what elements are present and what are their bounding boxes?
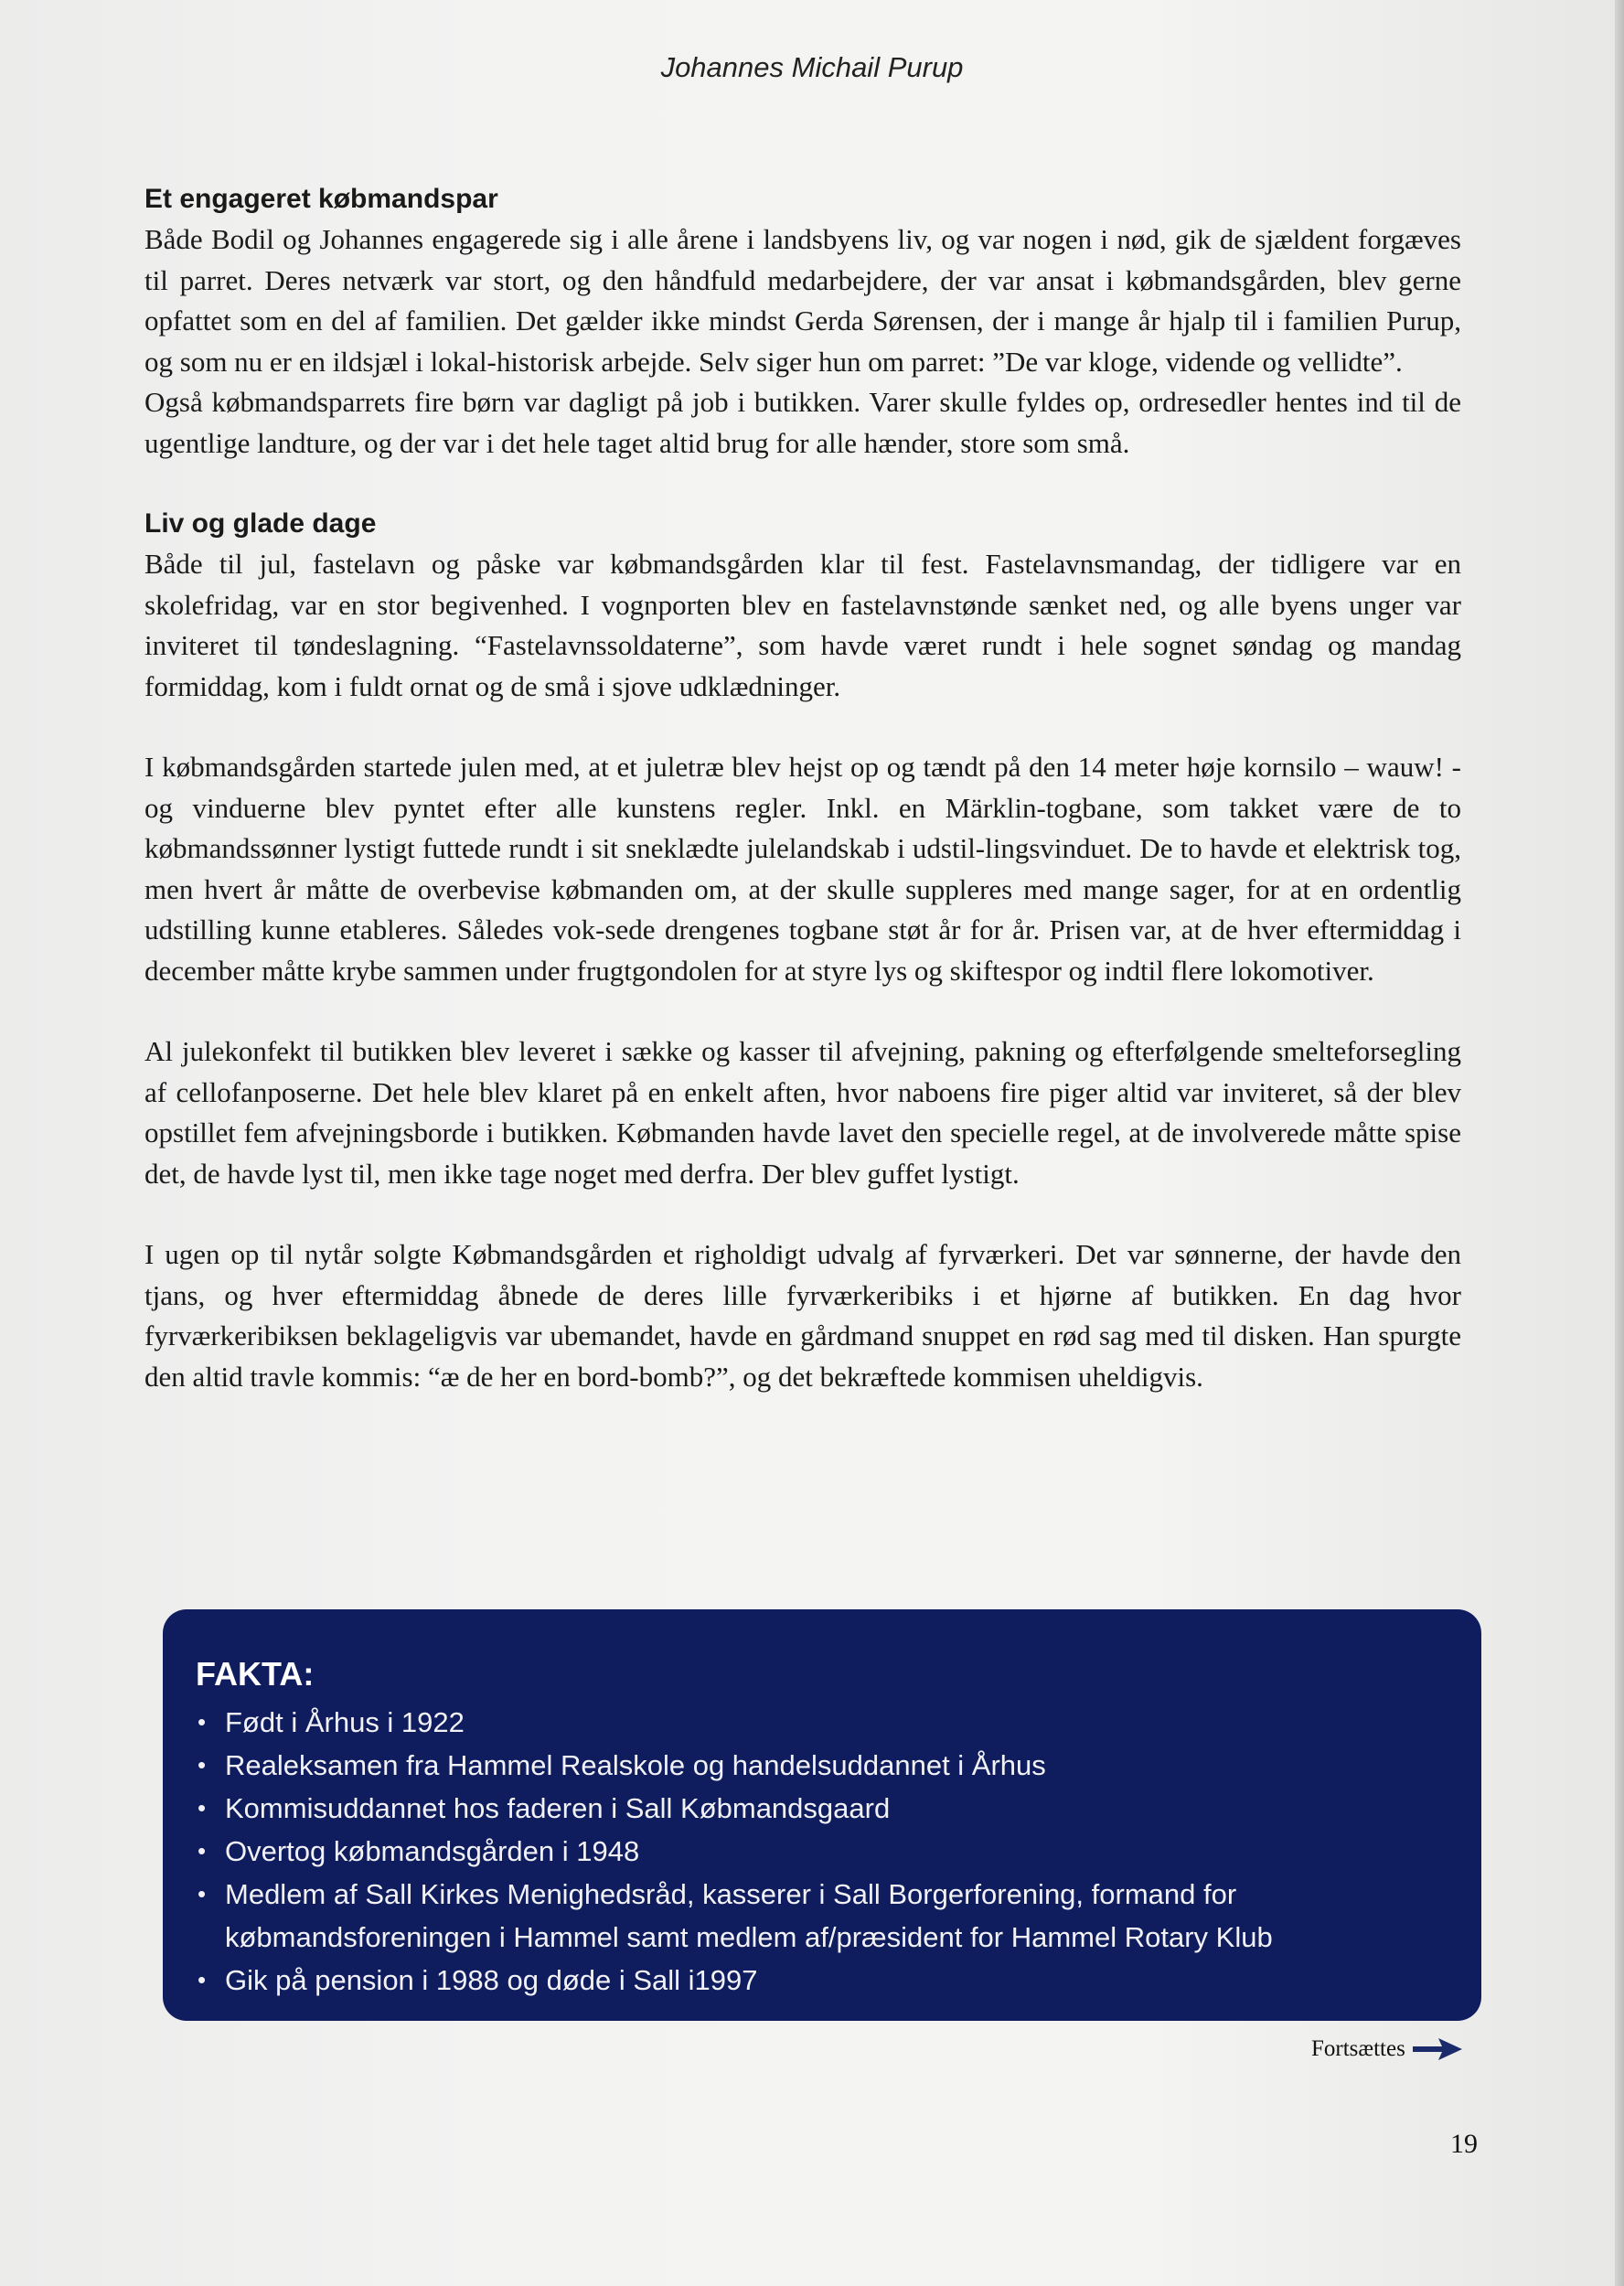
bullet-icon: • — [198, 1966, 207, 1993]
spacer — [144, 707, 1461, 747]
continue-indicator — [1311, 2035, 1464, 2063]
fakta-box — [163, 1609, 1481, 2021]
fakta-item-text: Overtog købmandsgården i 1948 — [225, 1835, 640, 1867]
bullet-icon: • — [198, 1751, 207, 1779]
article-body — [144, 179, 1461, 1397]
section-title: Liv og glade dage — [144, 508, 377, 539]
bullet-icon: • — [198, 1708, 207, 1736]
page-edge — [1615, 0, 1624, 2286]
fakta-item-text: Gik på pension i 1988 og døde i Sall i1997 — [225, 1964, 758, 1996]
paragraph: I ugen op til nytår solgte Købmandsgården et righoldigt udvalg af fyrværkeri. Det var sønnerne, der havde den tjans, og hver eftermiddag åbnede de deres lille fyrværkeribiks i et hjørne af butikken. En dag hvor fyrværkeribiksen beklageligvis var ubemandet, havde en gårdmand snuppet en rød sag med til disken. Han spurgte den altid travle kommis: “æ de her en bord-bomb?”, og det bekræftede kommisen uheldigvis. — [144, 1238, 1461, 1393]
spacer — [144, 464, 1461, 504]
paragraph: Også købmandsparrets fire børn var dagligt på job i butikken. Varer skulle fyldes op, ordresedler hentes ind til de ugentlige landture, og der var i det hele taget altid brug for alle hænder, store som små. — [144, 386, 1461, 459]
fakta-title: FAKTA: — [196, 1655, 315, 1693]
fakta-item — [196, 1744, 1445, 1787]
fakta-item — [196, 1830, 1445, 1873]
arrow-right-icon — [1411, 2035, 1464, 2063]
fakta-item — [196, 1787, 1445, 1830]
continue-label: Fortsættes — [1311, 2036, 1405, 2061]
bullet-icon: • — [198, 1880, 207, 1907]
fakta-item-text: Kommisuddannet hos faderen i Sall Købmandsgaard — [225, 1792, 891, 1824]
fakta-item — [196, 1959, 1445, 2002]
spacer — [144, 1194, 1461, 1234]
page-number: 19 — [1450, 2129, 1478, 2159]
running-head: Johannes Michail Purup — [660, 51, 964, 83]
section-title: Et engageret købmandspar — [144, 184, 498, 214]
fakta-item — [196, 1873, 1445, 1959]
paragraph: Både til jul, fastelavn og påske var købmandsgården klar til fest. Fastelavnsmandag, der tidligere var en skolefridag, var en stor begivenhed. I vognporten blev en fastelavnstønde sænket ned, og alle byens unger var inviteret til tøndeslagning. “Fastelavnssoldaterne”, som havde været rundt i hele sognet søndag og mandag formiddag, kom i fuldt ornat og de små i sjove udklædninger. — [144, 548, 1461, 702]
fakta-item-text: Født i Århus i 1922 — [225, 1706, 465, 1738]
fakta-item-text: Realeksamen fra Hammel Realskole og handelsuddannet i Århus — [225, 1749, 1046, 1781]
fakta-item — [196, 1701, 1445, 1744]
paragraph: I købmandsgården startede julen med, at et juletræ blev hejst op og tændt på den 14 meter høje kornsilo – wauw! - og vinduerne blev pyntet efter alle kunstens regler. Inkl. en Märklin-togbane, som takket være de to købmandssønner lystigt futtede rundt i sit sneklædte julelandskab i udstil-lingsvinduet. De to havde et elektrisk tog, men hvert år måtte de overbevise købmanden om, at der skulle suppleres med mange sager, for at en ordentlig udstilling kunne etableres. Således vok-sede drengenes togbane støt år for år. Prisen var, at de hver eftermiddag i december måtte krybe sammen under frugtgondolen for at styre lys og skiftespor og indtil flere lokomotiver. — [144, 751, 1461, 987]
fakta-item-text: Medlem af Sall Kirkes Menighedsråd, kasserer i Sall Borgerforening, formand for købmandsforeningen i Hammel samt medlem af/præsident for Hammel Rotary Klub — [225, 1878, 1273, 1953]
spacer — [144, 991, 1461, 1031]
bullet-icon: • — [198, 1794, 207, 1821]
paragraph: Al julekonfekt til butikken blev leveret i sække og kasser til afvejning, pakning og efterfølgende smelteforsegling af cellofanposerne. Det hele blev klaret på en enkelt aften, hvor naboens fire piger altid var inviteret, så der blev opstillet fem afvejningsborde i butikken. Købmanden havde lavet den specielle regel, at de involverede måtte spise det, de havde lyst til, men ikke tage noget med derfra. Der blev guffet lystigt. — [144, 1035, 1461, 1190]
fakta-list — [196, 1701, 1445, 2002]
paragraph: Både Bodil og Johannes engagerede sig i alle årene i landsbyens liv, og var nogen i nød, gik de sjældent forgæves til parret. Deres netværk var stort, og den håndfuld medarbejdere, der var ansat i købmandsgården, blev gerne opfattet som en del af familien. Det gælder ikke mindst Gerda Sørensen, der i mange år hjalp til i familien Purup, og som nu er en ildsjæl i lokal-historisk arbejde. Selv siger hun om parret: ”De var kloge, vidende og vellidte”. — [144, 223, 1461, 378]
bullet-icon: • — [198, 1837, 207, 1864]
